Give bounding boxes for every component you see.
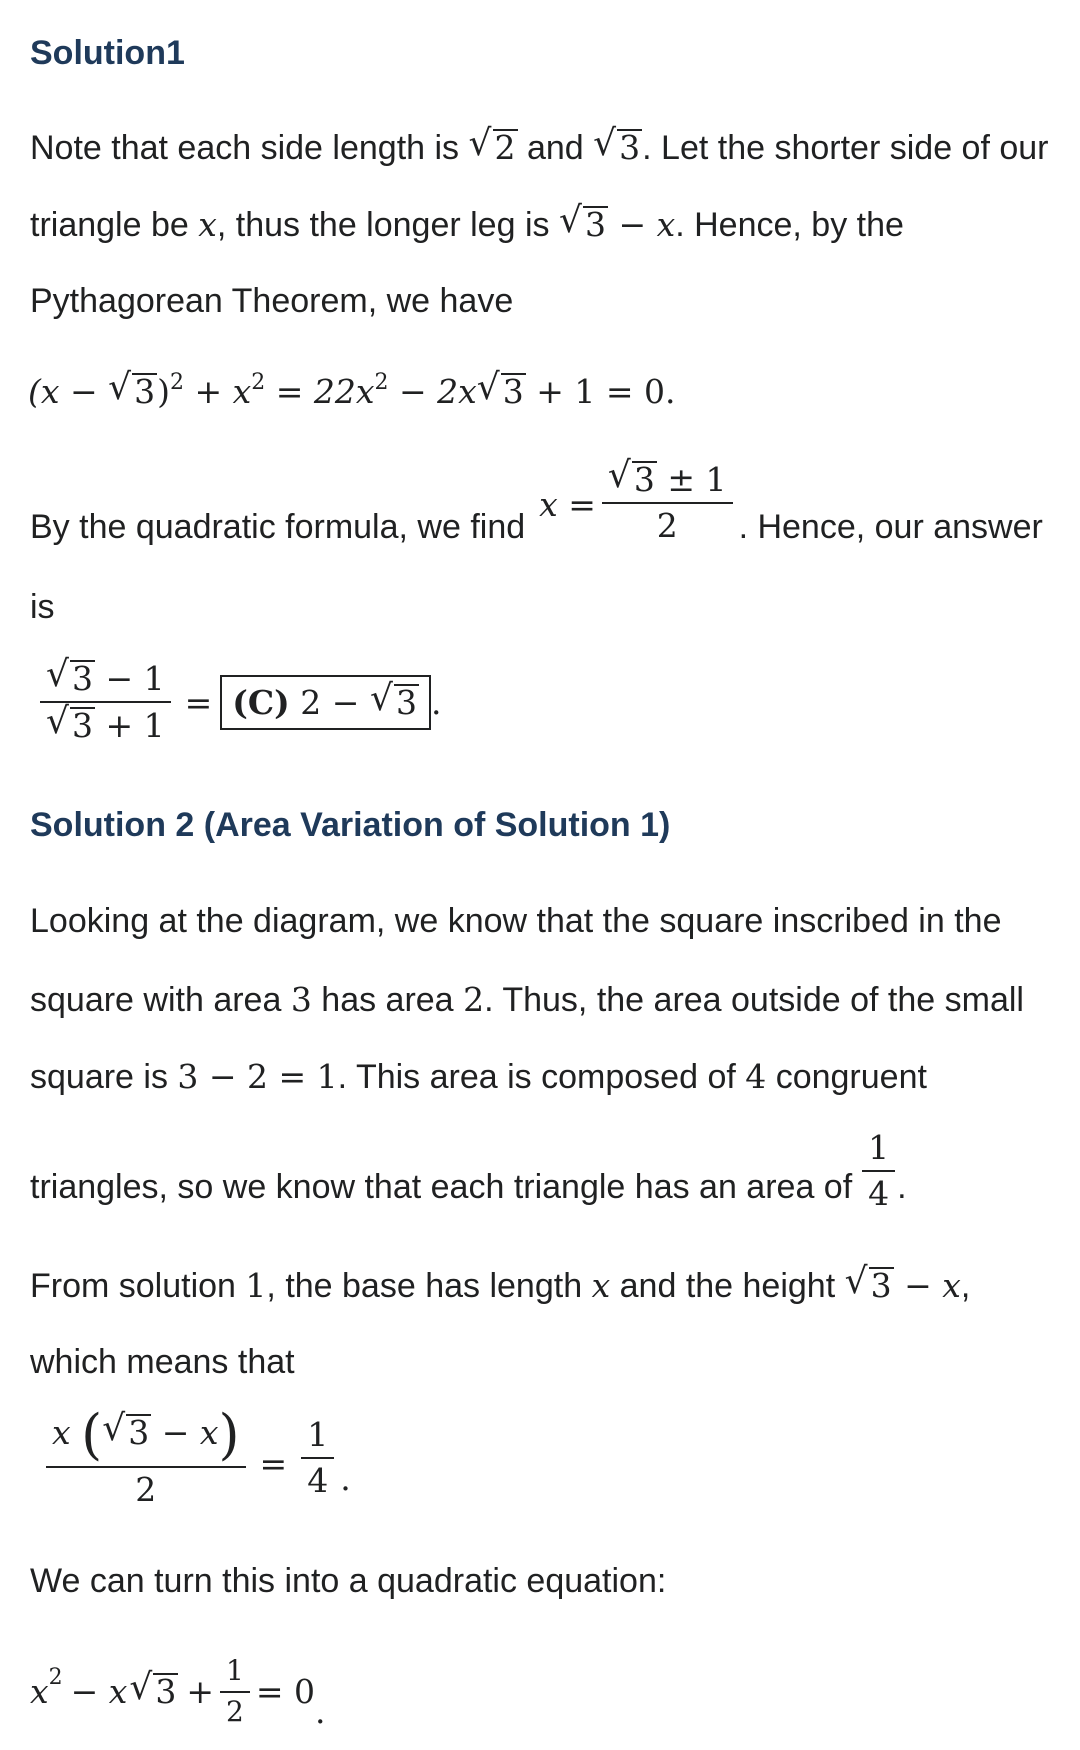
math-sqrt3: √ 3 — [593, 123, 641, 167]
text-fragment: triangle be — [30, 206, 189, 244]
radicand: 3 — [72, 659, 93, 698]
text-fragment: By the quadratic formula, we find — [30, 508, 526, 546]
solution1-paragraph-line1 — [30, 123, 1049, 168]
area-fraction: x ( √ 3 − x) 2 — [46, 1408, 246, 1508]
answer-choice-label: (C) — [232, 682, 290, 722]
text-fragment: From solution — [30, 1267, 236, 1305]
answer-fraction: √ 3 − 1 √ 3 + 1 — [40, 660, 171, 745]
period: . — [430, 682, 442, 722]
numerator: 1 — [868, 1128, 890, 1167]
text-fragment: . Let the shorter side of our — [642, 129, 1049, 167]
radicand: 3 — [128, 1413, 150, 1452]
math-minus-x: − x — [161, 1413, 219, 1452]
solution2-heading: Solution 2 (Area Variation of Solution 1) — [30, 806, 671, 844]
denominator: 2 — [220, 1691, 250, 1728]
math-sqrt3-minus-x: √ 3 − x — [844, 1261, 961, 1305]
numerator-rest: − 1 — [105, 659, 165, 698]
solution2-paragraph-line4 — [30, 1130, 907, 1213]
period: . — [315, 1692, 326, 1731]
area-equation — [40, 1403, 351, 1509]
exponent: 2 — [48, 1665, 63, 1690]
numerator: 1 — [226, 1653, 244, 1687]
solution2-paragraph-line1: Looking at the diagram, we know that the square inscribed in the — [30, 902, 1002, 940]
eq-rest: − 2x — [399, 372, 477, 411]
math-x: x — [30, 1672, 49, 1711]
pythagorean-equation: (x − √ $3)^2 + x^2 = 22x^2 - 2x$ √ 3 + 1 = 0. — [28, 367, 676, 411]
answer-value: 2 − — [300, 682, 360, 722]
boxed-answer: (C) 2 − √ 3 — [220, 675, 431, 730]
denominator: 2 — [46, 1466, 246, 1508]
numerator-rest: ± 1 — [667, 459, 727, 499]
equals-sign: = — [184, 682, 213, 722]
eq-open: (x − — [28, 372, 98, 411]
eq-mid: − x — [70, 1672, 128, 1711]
denominator: 4 — [301, 1457, 334, 1499]
solution2-paragraph-line7: We can turn this into a quadratic equation: — [30, 1562, 667, 1600]
exponent: 2 — [374, 370, 389, 395]
comma: , — [960, 1267, 971, 1305]
math-minus-x: − x — [618, 205, 676, 244]
text-fragment: square is — [30, 1058, 168, 1096]
text-fragment: . This area is composed of — [337, 1058, 736, 1096]
eq-end: + 1 = 0. — [536, 372, 676, 411]
fraction-root3-pm1-over-2: √ 3 ± 1 2 — [602, 461, 733, 545]
period: . — [897, 1167, 907, 1206]
denominator-rest: + 1 — [105, 706, 165, 746]
radicand: 3 — [633, 459, 655, 499]
math-x: x — [52, 1413, 71, 1452]
exponent: 2 — [251, 370, 266, 395]
radicand: 3 — [502, 372, 524, 411]
radicand: 3 — [134, 372, 156, 411]
text-fragment: and the height — [619, 1267, 836, 1305]
text-fragment: square with area — [30, 981, 282, 1019]
text-fragment: has area — [321, 981, 454, 1019]
math-3: 3 — [290, 980, 312, 1019]
radicand: 3 — [395, 682, 417, 722]
numerator: 1 — [307, 1414, 329, 1454]
equals-sign: = — [259, 1443, 288, 1483]
quadratic-equation: x 2 − x √ 3 + $\frac{1}{2}$ = 0 . — [30, 1653, 326, 1731]
denominator: 4 — [862, 1170, 895, 1212]
radicand: 3 — [155, 1672, 177, 1711]
text-fragment: , thus the longer leg is — [216, 206, 550, 244]
eq-end: = 0 — [255, 1672, 316, 1711]
text-fragment: triangles, so we know that each triangle has an area of — [30, 1167, 853, 1206]
text-fragment: and — [526, 129, 584, 167]
fraction-one-quarter — [862, 1130, 895, 1213]
math-4: 4 — [745, 1057, 767, 1096]
solution1-paragraph-is: is — [30, 588, 55, 626]
solution2-paragraph-line6: which means that — [30, 1343, 295, 1381]
eq-mid: + x — [194, 372, 252, 411]
math-1: 1 — [245, 1266, 267, 1305]
math-x-equals: x = — [539, 485, 596, 524]
radicand: 2 — [494, 128, 516, 167]
solution2-paragraph-line3 — [30, 1057, 927, 1097]
quadratic-formula-line — [30, 454, 1043, 547]
fraction-one-quarter — [301, 1414, 334, 1501]
radicand: 3 — [619, 128, 641, 167]
text-fragment: congruent — [775, 1058, 927, 1096]
solution2-paragraph-line5 — [30, 1261, 971, 1306]
text-fragment: Note that each side length is — [30, 129, 460, 167]
text-fragment: . Hence, our answer — [738, 508, 1043, 546]
math-sqrt3-minus-x: √ 3 − x — [558, 200, 676, 244]
solution1-paragraph-line3: Pythagorean Theorem, we have — [30, 282, 514, 320]
solution1-heading: Solution1 — [30, 34, 185, 72]
radicand: 3 — [72, 706, 93, 746]
text-fragment: , the base has length — [266, 1267, 583, 1305]
text-fragment: . Hence, by the — [675, 206, 904, 244]
fraction-one-half — [220, 1653, 250, 1728]
radicand: 3 — [584, 205, 606, 244]
plus-sign: + — [186, 1672, 215, 1711]
period: . — [340, 1458, 351, 1498]
solution2-paragraph-line2 — [30, 980, 1024, 1020]
eq-equals: = 22x — [275, 372, 375, 411]
math-minus-x: − x — [904, 1266, 961, 1305]
math-2: 2 — [463, 980, 485, 1019]
math-x: x — [591, 1266, 611, 1305]
eq-close: ) — [157, 372, 171, 411]
text-fragment: . Thus, the area outside of the small — [484, 981, 1024, 1019]
math-expression: 3 − 2 = 1 — [177, 1057, 338, 1096]
radicand: 3 — [870, 1266, 892, 1305]
solution1-paragraph-line2 — [30, 200, 904, 245]
final-answer-expression — [34, 654, 442, 746]
math-x: x — [198, 205, 217, 244]
denominator: 2 — [602, 502, 733, 544]
math-sqrt2: √ 2 — [468, 123, 516, 167]
exponent: 2 — [170, 370, 185, 395]
